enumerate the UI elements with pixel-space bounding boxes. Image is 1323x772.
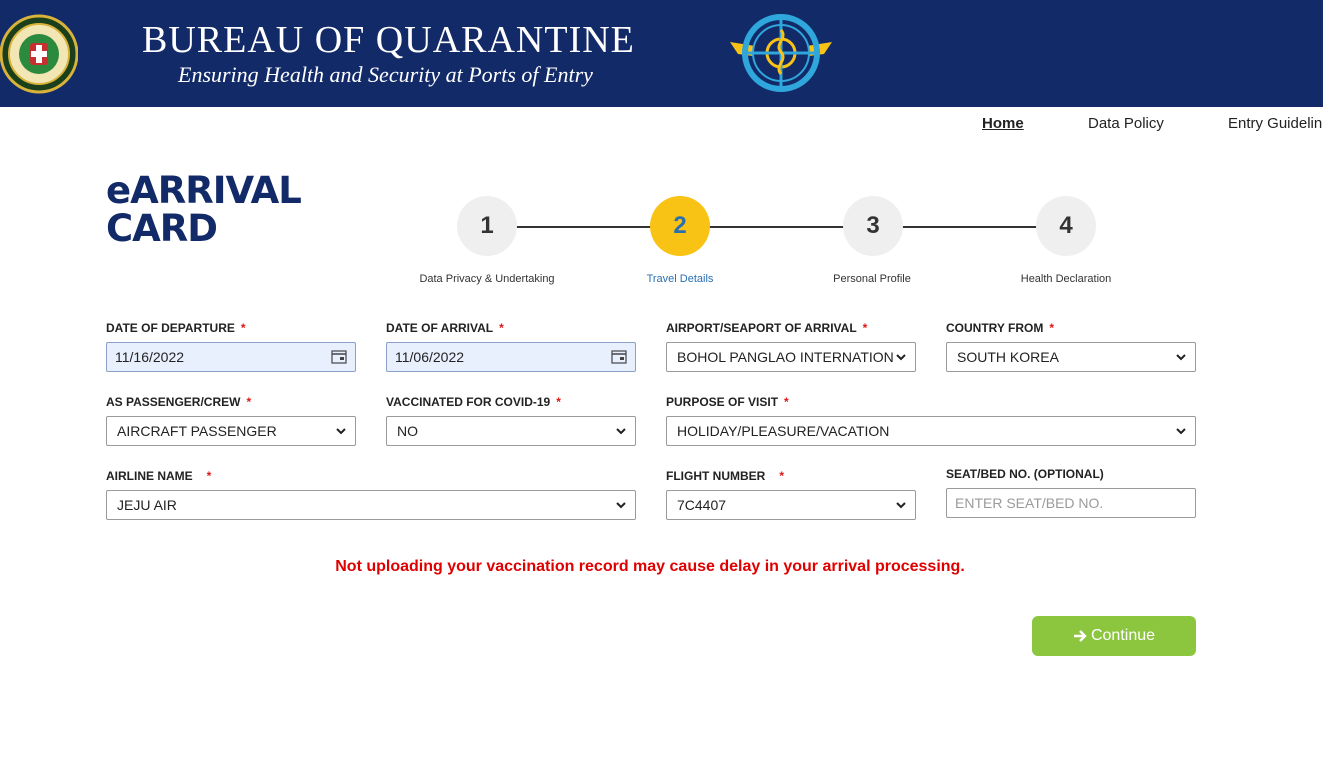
step-2-label: Travel Details [646,273,714,285]
seat-number-input[interactable]: ENTER SEAT/BED NO. [946,488,1196,518]
vaccination-warning-text: Not uploading your vaccination record may cause delay in your arrival processing. [335,558,965,575]
step-2-circle: 2 [650,196,710,256]
stepper-connector [901,226,1038,228]
seat-number-label: SEAT/BED NO. (OPTIONAL) [946,467,1104,481]
page-title-line1: eARRIVAL [106,169,301,212]
port-of-arrival-label: AIRPORT/SEAPORT OF ARRIVAL * [666,321,868,335]
step-3-label: Personal Profile [833,273,911,285]
flight-number-select[interactable]: 7C4407 [666,490,916,520]
stepper-connector [515,226,652,228]
chevron-down-icon [1175,425,1187,437]
nav-data-policy-link[interactable]: Data Policy [1088,115,1164,132]
flight-number-label: FLIGHT NUMBER * [666,469,784,483]
arrival-date-label: DATE OF ARRIVAL * [386,321,504,335]
nav-entry-guidelines-link[interactable]: Entry Guidelin [1228,115,1323,132]
port-of-arrival-select[interactable]: BOHOL PANGLAO INTERNATION [666,342,916,372]
chevron-down-icon [895,351,907,363]
chevron-down-icon [335,425,347,437]
step-1-circle: 1 [457,196,517,256]
arrival-date-input[interactable]: 11/06/2022 [386,342,636,372]
nav-home-link[interactable]: Home [982,115,1024,132]
step-3-circle: 3 [843,196,903,256]
vaccinated-select[interactable]: NO [386,416,636,446]
step-1-label: Data Privacy & Undertaking [419,273,555,285]
vaccinated-label: VACCINATED FOR COVID-19 * [386,395,561,409]
country-from-select[interactable]: SOUTH KOREA [946,342,1196,372]
chevron-down-icon [615,425,627,437]
step-4-circle: 4 [1036,196,1096,256]
progress-stepper [0,0,1323,300]
calendar-icon[interactable] [331,350,347,364]
departure-date-label: DATE OF DEPARTURE * [106,321,246,335]
chevron-down-icon [615,499,627,511]
passenger-crew-select[interactable]: AIRCRAFT PASSENGER [106,416,356,446]
chevron-down-icon [895,499,907,511]
arrow-right-icon [1073,629,1087,643]
airline-name-select[interactable]: JEJU AIR [106,490,636,520]
purpose-of-visit-select[interactable]: HOLIDAY/PLEASURE/VACATION [666,416,1196,446]
page-title-line2: CARD [106,207,217,250]
continue-button-label: Continue [1090,627,1156,644]
chevron-down-icon [1175,351,1187,363]
country-from-label: COUNTRY FROM * [946,321,1055,335]
continue-button[interactable] [1032,616,1196,656]
header-title: BUREAU OF QUARANTINE [142,19,635,61]
purpose-of-visit-label: PURPOSE OF VISIT * [666,395,789,409]
stepper-connector [708,226,845,228]
calendar-icon[interactable] [611,350,627,364]
departure-date-input[interactable]: 11/16/2022 [106,342,356,372]
passenger-crew-label: AS PASSENGER/CREW * [106,395,252,409]
header-subtitle: Ensuring Health and Security at Ports of Entry [178,62,593,87]
airline-name-label: AIRLINE NAME * [106,469,212,483]
step-4-label: Health Declaration [1020,273,1112,285]
